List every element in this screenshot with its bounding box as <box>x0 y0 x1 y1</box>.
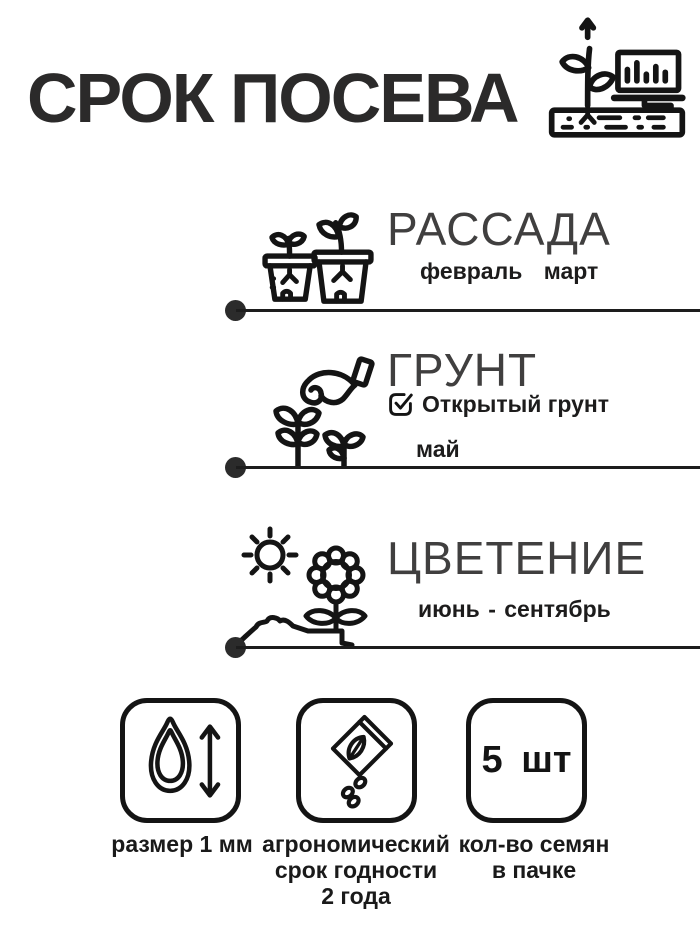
section-title-rassada: РАССАДА <box>387 203 611 255</box>
seed-packet-icon <box>313 712 401 810</box>
section-title-cvetenie: ЦВЕТЕНИЕ <box>387 532 647 584</box>
section-title-grunt: ГРУНТ <box>387 344 538 396</box>
shelf-life-card <box>296 698 417 823</box>
seed-size-icon <box>134 714 228 808</box>
section-months-rassada: февраль март <box>420 258 599 284</box>
plant-growth-monitor-icon <box>546 16 688 140</box>
timeline-line <box>236 646 700 649</box>
seed-count-label: кол-во семян в пачке <box>458 831 610 883</box>
section-months-grunt: май <box>416 436 460 462</box>
seed-size-label: размер 1 мм <box>111 831 253 857</box>
timeline-line <box>236 309 700 312</box>
shelf-life-label: агрономический срок годности 2 года <box>262 831 450 909</box>
section-months-cvetenie: июнь - сентябрь <box>418 596 611 622</box>
seed-size-card <box>120 698 241 823</box>
open-ground-row <box>387 391 609 418</box>
open-ground-label: Открытый грунт <box>422 391 610 417</box>
timeline-line <box>236 466 700 469</box>
seed-count-card <box>466 698 587 823</box>
page-title: СРОК ПОСЕВА <box>27 59 518 137</box>
seedling-pots-icon <box>258 209 378 309</box>
sun-flower-hill-icon <box>230 522 382 648</box>
seed-count-value: 5 шт <box>481 739 572 781</box>
checkbox-checked-icon <box>387 391 414 418</box>
hand-sowing-icon <box>268 356 380 468</box>
